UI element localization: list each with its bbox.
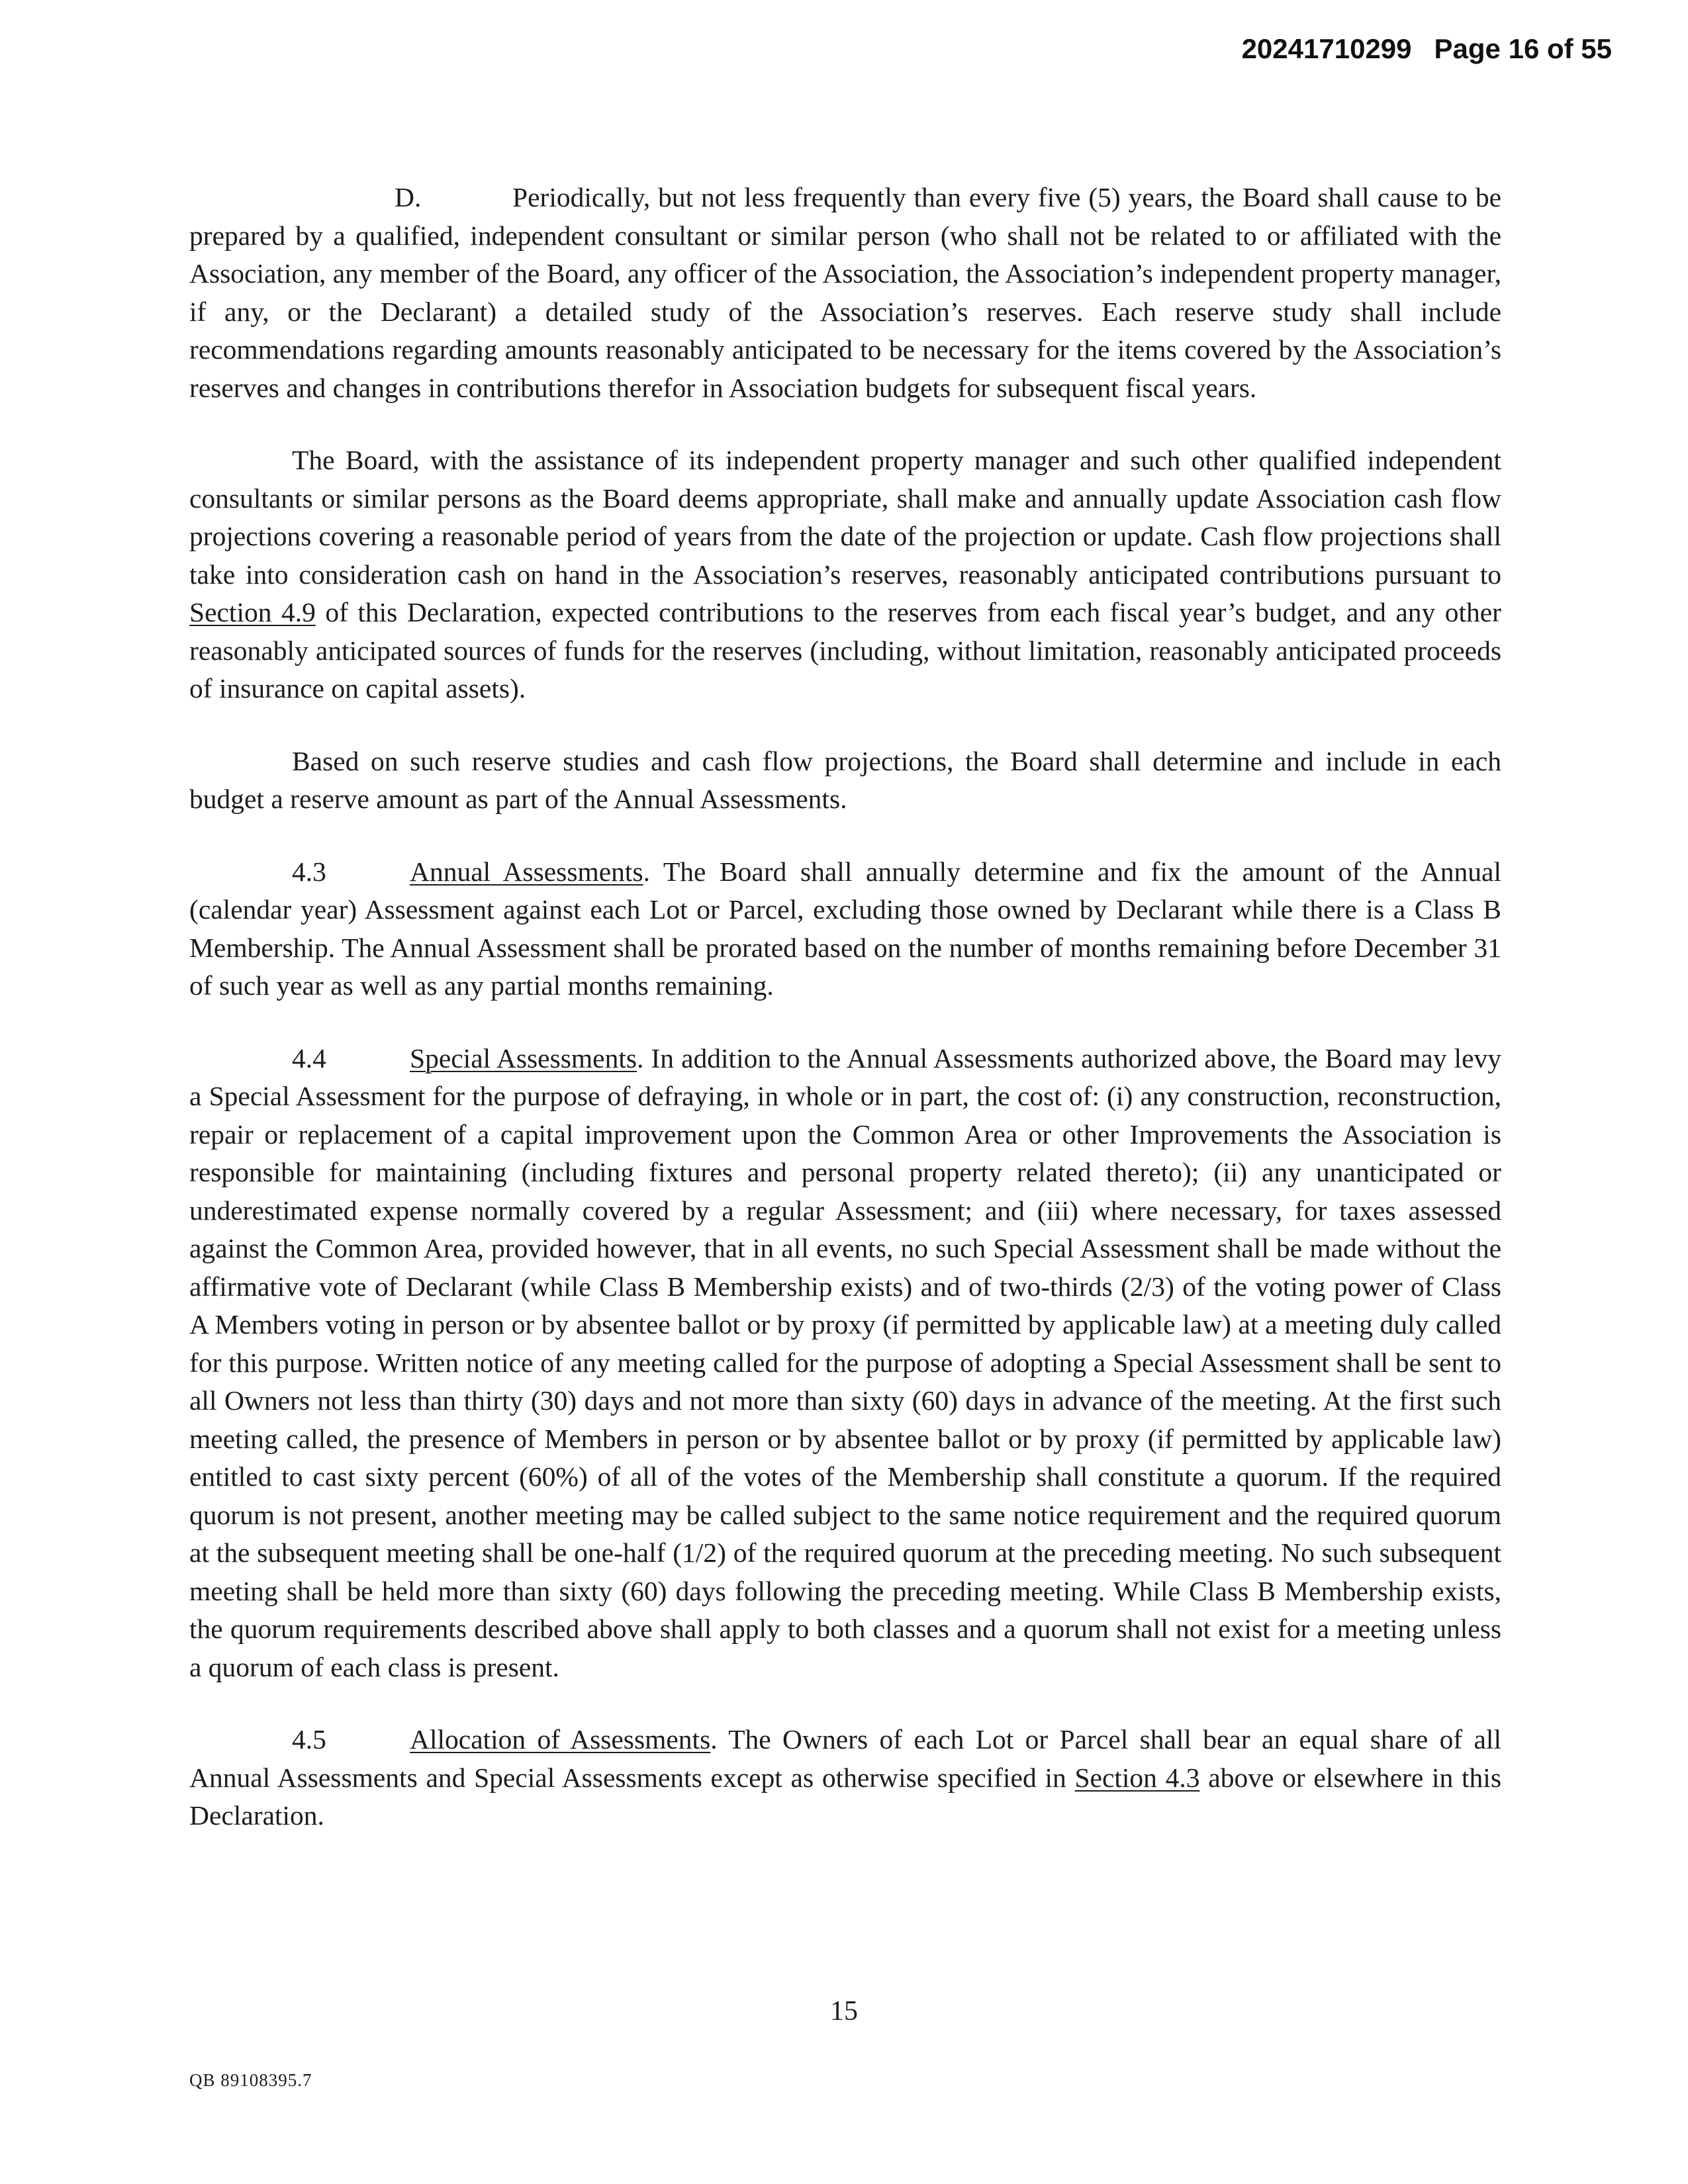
paragraph-text: The Board, with the assistance of its independent property manager and such other qualified independent consultants or similar persons as the Board deems appropriate, shall make and annually update Association cash flow projections covering a reasonable period of years from the date of the projection or update. Cash flow projections shall take into consideration cash on hand in the Association’s reserves, reasonably anticipated contributions pursuant to — [189, 445, 1501, 590]
section-title: Allocation of Assessments — [410, 1724, 711, 1754]
section-4-3 — [189, 853, 1501, 1005]
section-text: . In addition to the Annual Assessments authorized above, the Board may levy a Special Assessment for the purpose of defraying, in whole or in part, the cost of: (i) any construction, reconstruction, repair or replacement of a capital improvement upon the Common Area or other Improvements the Association is responsible for maintaining (including fixtures and personal property related thereto); (ii) any unanticipated or underestimated expense normally covered by a regular Assessment; and (iii) where necessary, for taxes assessed against the Common Area, provided however, that in all events, no such Special Assessment shall be made without the affirmative vote of Declarant (while Class B Membership exists) and of two-thirds (2/3) of the voting power of Class A Members voting in person or by absentee ballot or by proxy (if permitted by applicable law) at a meeting duly called for this purpose. Written notice of any meeting called for the purpose of adopting a Special Assessment shall be sent to all Owners not less than thirty (30) days and not more than sixty (60) days in advance of the meeting. At the first such meeting called, the presence of Members in person or by absentee ballot or by proxy (if permitted by applicable law) entitled to cast sixty percent (60%) of all of the votes of the Membership shall constitute a quorum. If the required quorum is not present, another meeting may be called subject to the same notice requirement and the required quorum at the subsequent meeting shall be one-half (1/2) of the required quorum at the preceding meeting. No such subsequent meeting shall be held more than sixty (60) days following the preceding meeting. While Class B Membership exists, the quorum requirements described above shall apply to both classes and a quorum shall not exist for a meeting unless a quorum of each class is present. — [189, 1042, 1501, 1682]
section-number: 4.4 — [292, 1042, 326, 1073]
section-reference-4-3: Section 4.3 — [1074, 1762, 1200, 1793]
section-text: . The Board shall annually determine and fix the amount of the Annual (calendar year) Assessment against each Lot or Parcel, excluding those owned by Declarant while there is a Class B Membership. The Annual Assessment shall be prorated based on the number of months remaining before December 31 of such year as well as any partial months remaining. — [189, 856, 1501, 1001]
section-4-4 — [189, 1040, 1501, 1687]
document-id: QB 89108395.7 — [189, 2070, 312, 2090]
section-4-5 — [189, 1721, 1501, 1835]
page-indicator: Page 16 of 55 — [1434, 33, 1612, 64]
paragraph-text: Based on such reserve studies and cash flow projections, the Board shall determine and include in each budget a reserve amount as part of the Annual Assessments. — [189, 745, 1501, 814]
paragraph-reserve-amount — [189, 743, 1501, 819]
section-title: Annual Assessments — [410, 856, 643, 887]
section-reference-4-9: Section 4.9 — [189, 597, 316, 627]
section-text: . The Owners of each Lot or Parcel shall bear an equal share of all Annual Assessments and Special Assessments except as otherwise specified in — [189, 1724, 1501, 1793]
section-text: above or elsewhere in this Declaration. — [189, 1762, 1501, 1831]
paragraph-marker: D. — [395, 182, 422, 212]
section-title: Special Assessments — [410, 1042, 637, 1073]
paragraph-cash-flow — [189, 441, 1501, 708]
paragraph-text: of this Declaration, expected contributions to the reserves from each fiscal year’s budget, and any other reasonably anticipated sources of funds for the reserves (including, without limitation, reasonably anticipated proceeds of insurance on capital assets). — [189, 597, 1501, 704]
recording-number: 20241710299 — [1241, 33, 1412, 64]
page-number: 15 — [830, 1996, 858, 2026]
section-number: 4.5 — [292, 1724, 326, 1754]
document-body — [189, 179, 1501, 1870]
section-number: 4.3 — [292, 856, 326, 887]
page-header — [1242, 33, 1612, 65]
paragraph-d — [189, 179, 1501, 407]
paragraph-text: Periodically, but not less frequently than every five (5) years, the Board shall cause to be prepared by a qualified, independent consultant or similar person (who shall not be related to or affiliated with the Association, any member of the Board, any officer of the Association, the Association’s independent property manager, if any, or the Declarant) a detailed study of the Association’s reserves. Each reserve study shall include recommendations regarding amounts reasonably anticipated to be necessary for the items covered by the Association’s reserves and changes in contributions therefor in Association budgets for subsequent fiscal years. — [189, 182, 1501, 403]
